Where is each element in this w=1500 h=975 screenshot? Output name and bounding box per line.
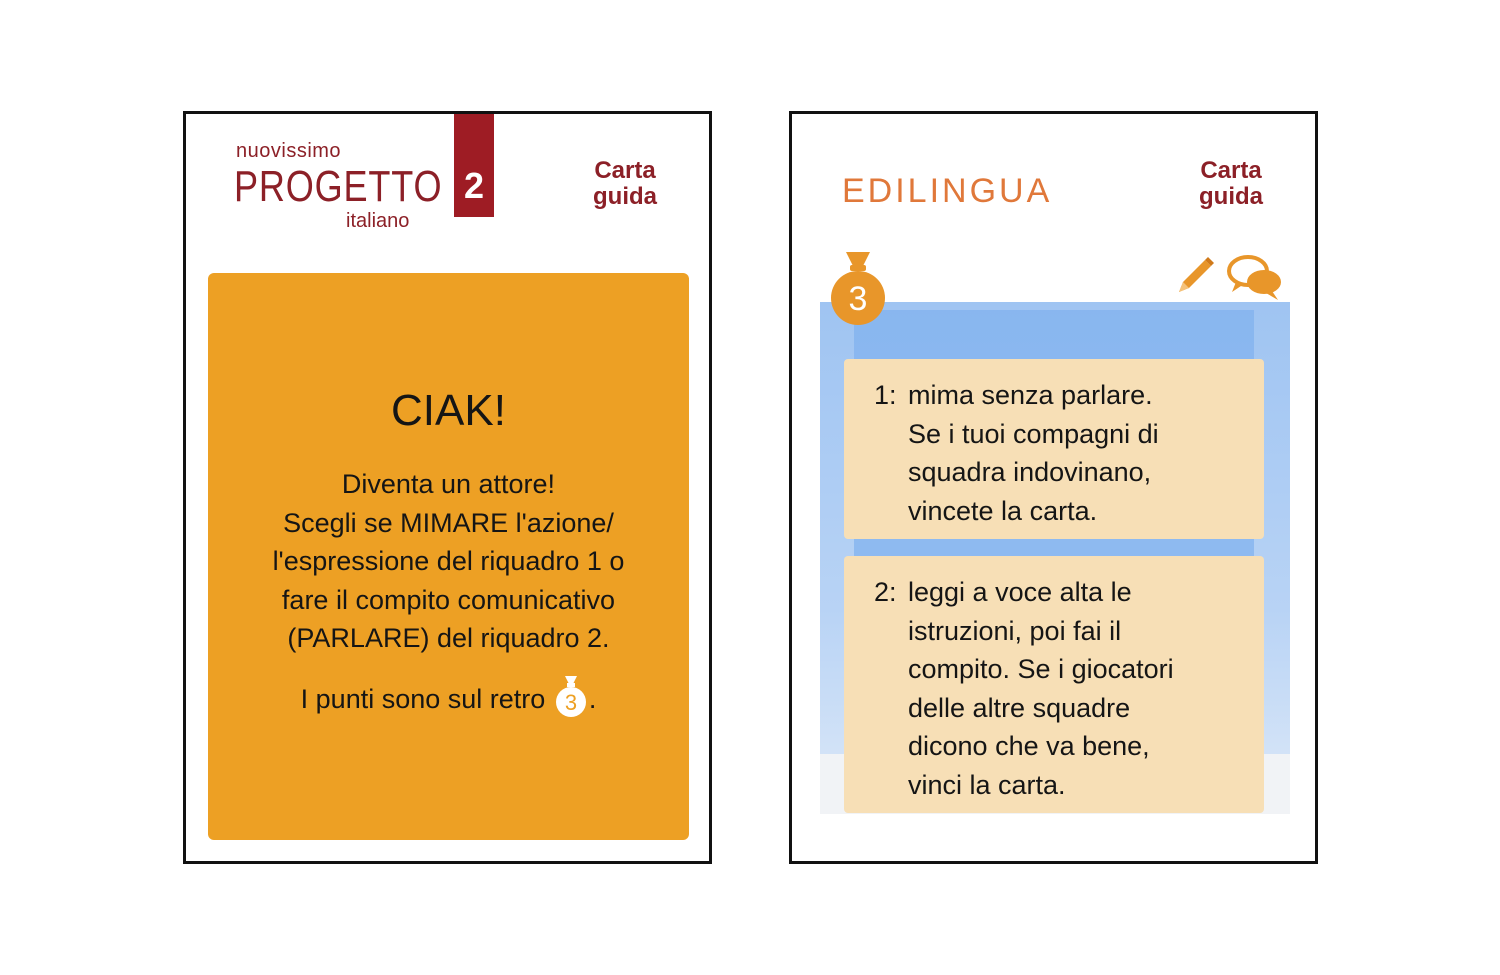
rules-line: (PARLARE) del riquadro 2. [287, 623, 610, 653]
tip-line: squadra indovinano, [908, 457, 1152, 487]
rules-line: fare il compito comunicativo [281, 584, 616, 615]
tip-number: 2: [874, 577, 897, 607]
tip-line: delle altre squadre [908, 692, 1131, 723]
tip-line: mima senza parlare. [908, 380, 1153, 410]
tip-line: dicono che va bene, [908, 731, 1150, 761]
tip-line: Se i tuoi compagni di [908, 418, 1159, 449]
speech-bubbles-icon [1226, 254, 1284, 302]
tip-line: vincete la carta. [908, 495, 1098, 526]
card-type-label [1199, 158, 1263, 210]
points-text: I punti sono sul retro [300, 684, 546, 715]
card-type-line2: guida [593, 183, 657, 210]
money-bag-icon [553, 674, 589, 718]
bag-points-number: 3 [564, 690, 577, 715]
card-back [789, 111, 1318, 864]
points-note [208, 679, 689, 723]
tip-line: istruzioni, poi fai il [908, 615, 1122, 646]
pencil-icon [1171, 254, 1217, 300]
level-badge [454, 114, 494, 217]
card-title: CIAK! [391, 386, 506, 435]
tip-number: 1: [874, 380, 897, 410]
card-type-line1: Carta [1200, 157, 1262, 184]
card-front [183, 111, 712, 864]
logo-nuovissimo: nuovissimo [236, 140, 342, 162]
tip-line: leggi a voce alta le [908, 577, 1132, 607]
tip-box-speak [844, 556, 1264, 813]
tip-line: compito. Se i giocatori [908, 654, 1174, 684]
rules-text [218, 465, 679, 658]
logo-progetto: PROGETTO [234, 162, 443, 211]
level-number: 2 [463, 165, 485, 206]
rules-line: Scegli se MIMARE l'azione/ [283, 507, 614, 538]
card-type-line1: Carta [594, 157, 656, 184]
card-type-line2: guida [1199, 183, 1263, 210]
money-bag-icon [828, 250, 888, 326]
bag-points-number: 3 [848, 280, 868, 318]
tip-line: vinci la carta. [908, 769, 1066, 800]
publisher-logo: EDILINGUA [842, 172, 1053, 210]
rules-line: Diventa un attore! [341, 469, 556, 499]
points-end: . [588, 684, 597, 715]
logo-italiano: italiano [346, 210, 410, 232]
instructions-panel [208, 273, 689, 840]
card-type-label [593, 158, 657, 210]
tip-box-mime [844, 359, 1264, 539]
rules-line: l'espressione del riquadro 1 o [272, 546, 625, 576]
